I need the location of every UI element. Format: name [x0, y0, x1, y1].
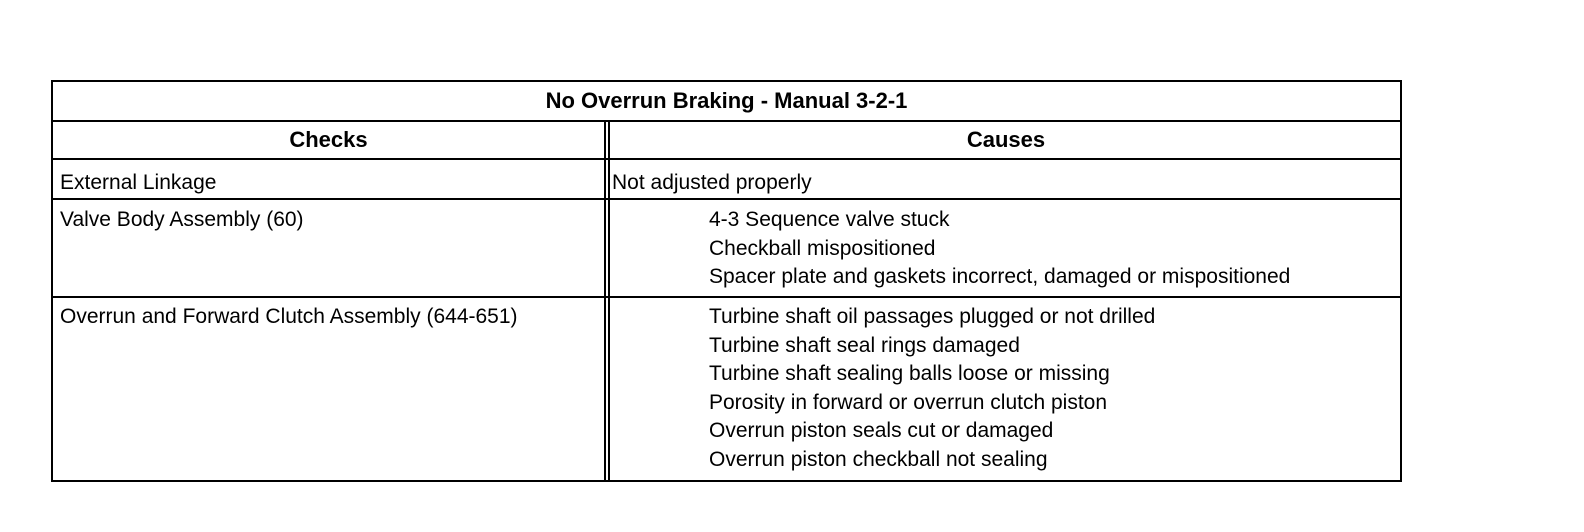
cause-item: Overrun piston checkball not sealing — [709, 447, 1048, 471]
check-cell: Valve Body Assembly (60) — [53, 200, 606, 296]
causes-cell — [606, 298, 1400, 480]
causes-header: Causes — [966, 127, 1046, 152]
table-header-row — [53, 122, 1400, 160]
table-row — [53, 200, 1400, 298]
cause-item: Overrun piston seals cut or damaged — [709, 419, 1054, 442]
cause-item: Turbine shaft sealing balls loose or missing — [709, 362, 1110, 385]
check-cell: Overrun and Forward Clutch Assembly (644-651) — [53, 298, 606, 480]
table-row — [53, 160, 1400, 200]
causes-cell — [606, 200, 1400, 296]
check-cell: External Linkage — [53, 160, 606, 198]
table-row — [53, 298, 1400, 480]
cause-item: Turbine shaft seal rings damaged — [709, 333, 1020, 357]
cause-item: Porosity in forward or overrun clutch piston — [709, 390, 1108, 414]
cause-list — [612, 206, 1400, 292]
checks-header: Checks — [53, 122, 606, 158]
cause-list — [612, 169, 1400, 198]
cause-item: Not adjusted properly — [612, 171, 812, 194]
table-title: No Overrun Braking - Manual 3-2-1 — [53, 82, 1400, 122]
cause-item: Checkball mispositioned — [709, 236, 936, 260]
cause-item: Spacer plate and gaskets incorrect, damaged or mispositioned — [709, 265, 1291, 288]
causes-cell — [606, 160, 1400, 198]
cause-item: 4-3 Sequence valve stuck — [709, 208, 950, 231]
diagnosis-table — [51, 80, 1402, 482]
cause-item: Turbine shaft oil passages plugged or not drilled — [709, 305, 1156, 328]
cause-list — [612, 303, 1400, 474]
